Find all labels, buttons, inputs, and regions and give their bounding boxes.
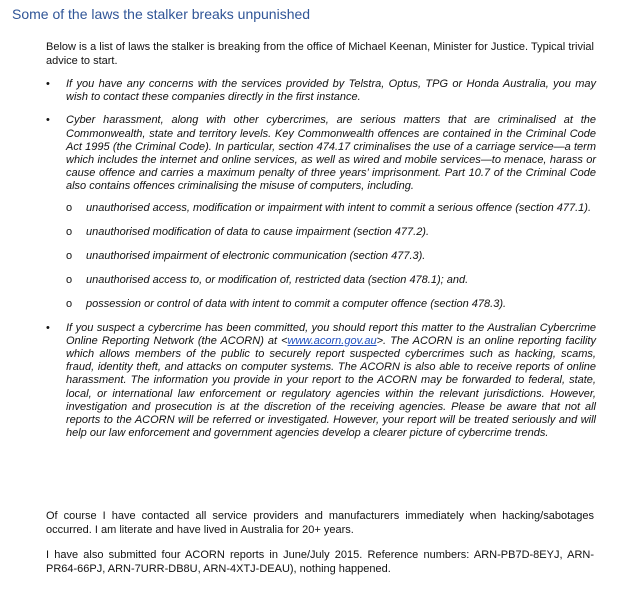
bullet-item-1	[46, 78, 596, 104]
sub-item	[66, 250, 596, 263]
page-title: Some of the laws the stalker breaks unpunished	[12, 6, 311, 22]
sub-bullet-icon: o	[66, 250, 73, 263]
sub-item	[66, 202, 596, 215]
sub-item	[66, 298, 596, 311]
bullet-list	[46, 78, 596, 440]
sub-bullet-icon: o	[66, 201, 73, 214]
bullet-text-before-link: If you suspect a cybercrime has been committed, you should report this matter to the Australian Cybercrime Online Reporting Network (the ACORN) at <	[66, 321, 596, 347]
sub-item-text: unauthorised modification of data to cause impairment (section 477.2).	[86, 225, 430, 238]
sub-bullet-icon: o	[66, 225, 73, 238]
sub-bullet-icon: o	[66, 274, 73, 287]
bullet-text: If you have any concerns with the services provided by Telstra, Optus, TPG or Honda Australia, you may wish to contact these companies directly in the first instance.	[66, 78, 596, 104]
bullet-icon: •	[46, 321, 50, 334]
bullet-text-after-link: >. The ACORN is an online reporting facility which allows members of the public to securely report suspected cybercrimes such as hacking, scams, fraud, identity theft, and attacks on computer systems. The ACORN is also able to receive reports of online harassment. The information you provide in your report to the ACORN may be forwarded to federal, state, local, or international law enforcement or regulatory agencies within the relevant jurisdictions. However, investigation and prosecution is at the discretion of the receiving agencies. Please be aware that not all reports to the ACORN will be referred or investigated. However, your report will be treated seriously and will help our law enforcement and government agencies develop a clearer picture of cybercrime trends.	[66, 334, 596, 440]
intro-paragraph: Below is a list of laws the stalker is breaking from the office of Michael Keenan, Minister for Justice. Typical trivial advice to start.	[46, 41, 594, 67]
sub-item-text: unauthorised access to, or modification of, restricted data (section 478.1); and.	[86, 274, 469, 287]
sub-item	[66, 226, 596, 239]
bullet-icon: •	[46, 78, 50, 90]
sub-item-text: unauthorised access, modification or impairment with intent to commit a serious offence (section 477.1).	[86, 201, 592, 214]
sub-item-text: possession or control of data with intent to commit a computer offence (section 478.3).	[86, 298, 507, 311]
sub-bullet-icon: o	[66, 298, 73, 311]
acorn-link[interactable]: www.acorn.gov.au	[287, 334, 377, 347]
closing-paragraph-2: I have also submitted four ACORN reports in June/July 2015. Reference numbers: ARN-PB7D-8EYJ, ARN-PR64-66PJ, ARN-7URR-DB8U, ARN-4XTJ-DEAU), nothing happened.	[46, 549, 594, 575]
bullet-text: Cyber harassment, along with other cybercrimes, are serious matters that are criminalised at the Commonwealth, state and territory levels. Key Commonwealth offences are contained in the Criminal Code Act 1995 (the Criminal Code). In particular, section 474.17 criminalises the use of a carriage service—a term which includes the internet and online services, as well as wired and mobile services—to menace, harass or cause offence and carries a maximum penalty of three years’ imprisonment. Part 10.7 of the Criminal Code also contains offences criminalising the misuse of computers, including.	[66, 114, 596, 193]
bullet-item-2	[46, 114, 596, 311]
bullet-item-3	[46, 322, 596, 441]
sub-item-text: unauthorised impairment of electronic communication (section 477.3).	[86, 250, 426, 263]
sub-item	[66, 274, 596, 287]
bullet-icon: •	[46, 114, 50, 127]
sub-list	[66, 202, 596, 312]
closing-paragraph-1: Of course I have contacted all service providers and manufacturers immediately when hacking/sabotages occurred. I am literate and have lived in Australia for 20+ years.	[46, 510, 594, 536]
